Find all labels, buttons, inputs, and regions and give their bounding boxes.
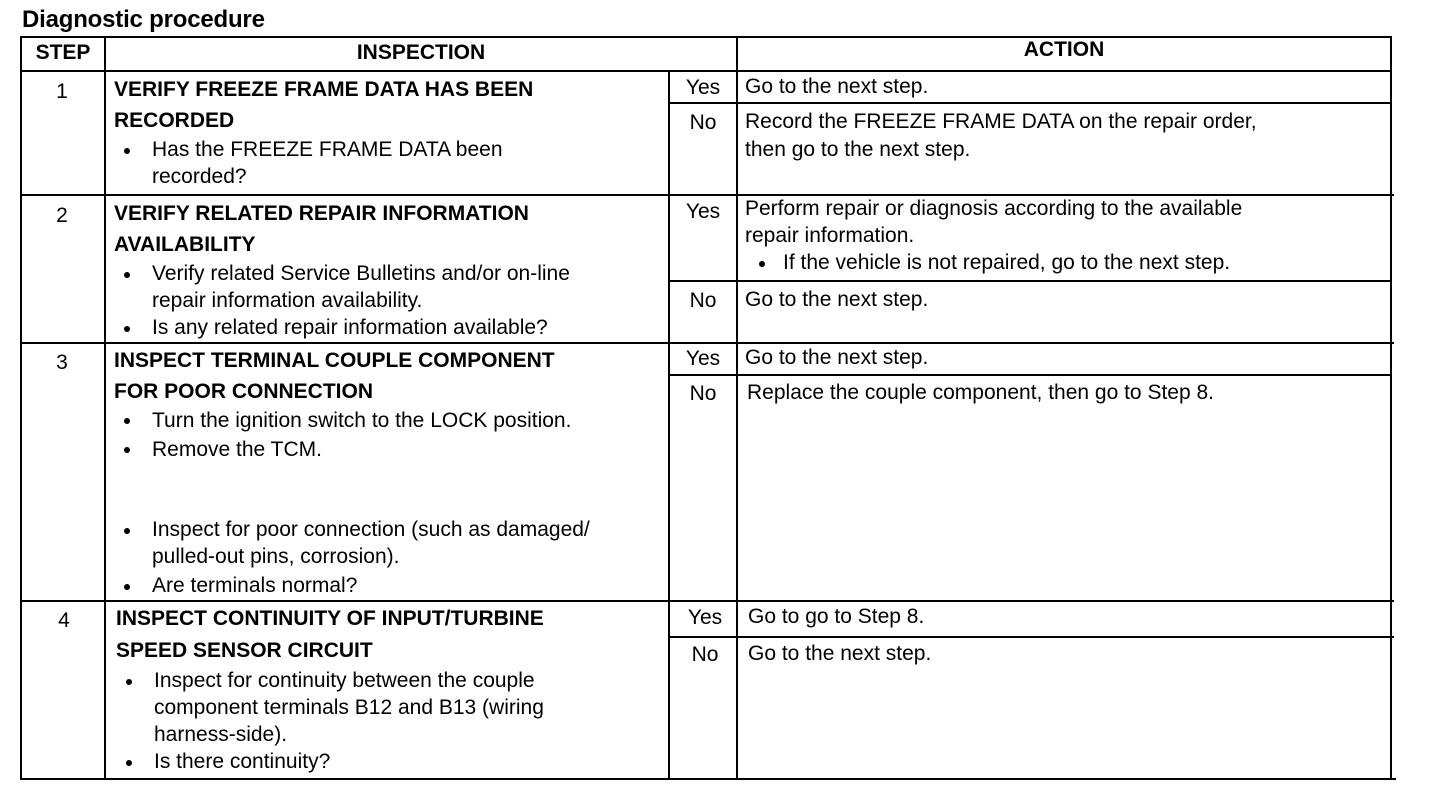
row-separator <box>20 342 1394 344</box>
inspection-bullets <box>116 667 544 775</box>
yes-label: Yes <box>687 606 723 629</box>
no-action: Replace the couple component, then go to Step 8. <box>747 381 1214 404</box>
yes-label: Yes <box>685 200 721 223</box>
bullet-item: Inspect for continuity between the couple component terminals B12 and B13 (wiring harness-side). <box>116 667 544 748</box>
header-inspection: INSPECTION <box>356 41 486 64</box>
inspection-bullets <box>114 260 570 341</box>
no-action: Go to the next step. <box>748 642 932 665</box>
inspection-cell-continued <box>114 516 590 599</box>
bullet-item: Has the FREEZE FRAME DATA been recorded? <box>114 136 533 190</box>
no-label: No <box>689 111 717 134</box>
step-number: 3 <box>56 351 68 374</box>
yesno-separator <box>668 280 1392 282</box>
yes-action: Perform repair or diagnosis according to the available repair information. If the vehicle is not repaired, go to the next step. <box>745 197 1243 274</box>
yesno-column-divider <box>668 70 670 780</box>
yesno-separator <box>668 102 1392 104</box>
inspection-bullets <box>114 516 590 599</box>
header-bottom-line <box>20 70 1392 72</box>
no-label: No <box>691 643 719 666</box>
page-title: Diagnostic procedure <box>22 6 265 33</box>
no-action: Record the FREEZE FRAME DATA on the repair order, then go to the next step. <box>745 110 1257 161</box>
yesno-separator <box>668 636 1394 638</box>
bullet-item: Inspect for poor connection (such as damaged/ pulled-out pins, corrosion). <box>114 516 590 570</box>
table-border-left <box>20 36 22 780</box>
step-number: 2 <box>56 204 68 227</box>
yes-label: Yes <box>685 76 721 99</box>
yes-action: Go to go to Step 8. <box>748 605 925 628</box>
bullet-item: Verify related Service Bulletins and/or on-line repair information availability. <box>114 260 570 314</box>
inspection-cell <box>114 345 571 464</box>
bullet-item: Are terminals normal? <box>114 572 590 599</box>
yes-label: Yes <box>685 347 721 370</box>
header-step: STEP <box>35 41 91 64</box>
no-label: No <box>689 289 717 312</box>
action-bullet: If the vehicle is not repaired, go to the next step. <box>745 249 1242 276</box>
step-column-divider <box>104 36 106 780</box>
table-border-bottom <box>22 778 1396 780</box>
no-action: Go to the next step. <box>745 288 929 311</box>
yesno-separator <box>668 374 1392 376</box>
row-separator <box>20 600 1394 602</box>
step-number: 1 <box>56 80 68 103</box>
inspection-title: VERIFY RELATED REPAIR INFORMATION AVAILABILITY <box>114 202 529 256</box>
inspection-title: INSPECT CONTINUITY OF INPUT/TURBINE SPEED SENSOR CIRCUIT <box>116 607 544 662</box>
yes-action: Go to the next step. <box>745 346 929 369</box>
inspection-title: VERIFY FREEZE FRAME DATA HAS BEEN RECORDED <box>114 78 534 132</box>
step-number: 4 <box>58 609 70 632</box>
header-action: ACTION <box>1023 38 1105 61</box>
bullet-item: Remove the TCM. <box>114 435 571 464</box>
inspection-bullets <box>114 136 533 190</box>
bullet-item: Is any related repair information available? <box>114 314 570 341</box>
table-border-right <box>1390 36 1392 780</box>
inspection-bullets <box>114 406 571 464</box>
bullet-item: Is there continuity? <box>116 748 544 775</box>
inspection-cell <box>114 198 570 341</box>
inspection-cell <box>114 74 533 190</box>
yes-action: Go to the next step. <box>745 75 929 98</box>
inspection-title: INSPECT TERMINAL COUPLE COMPONENT FOR POOR CONNECTION <box>114 349 555 403</box>
bullet-item: Turn the ignition switch to the LOCK position. <box>114 406 571 435</box>
no-label: No <box>689 382 717 405</box>
inspection-cell <box>116 603 544 775</box>
